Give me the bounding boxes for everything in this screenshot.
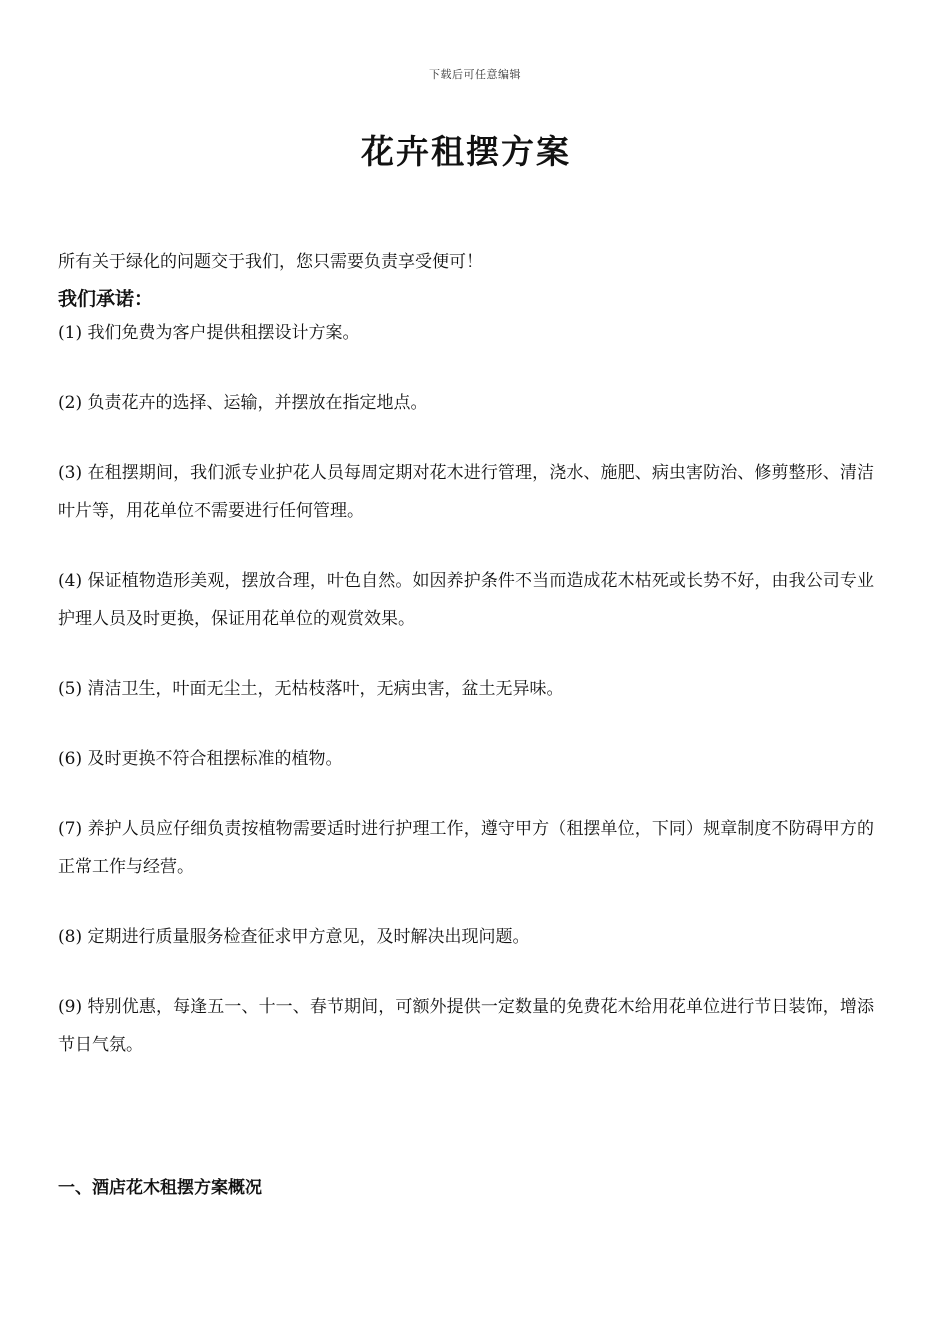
promise-list bbox=[58, 314, 874, 1096]
document-title: 花卉租摆方案 bbox=[361, 132, 571, 171]
promise-item-1: (1) 我们免费为客户提供租摆设计方案。 bbox=[58, 323, 360, 343]
header-note: 下载后可任意编辑 bbox=[429, 68, 521, 81]
section-heading: 一、酒店花木租摆方案概况 bbox=[58, 1178, 262, 1198]
promise-heading: 我们承诺： bbox=[58, 288, 154, 310]
promise-item-7: (7) 养护人员应仔细负责按植物需要适时进行护理工作，遵守甲方（租摆单位，下同）规章制度不防碍甲方的正常工作与经营。 bbox=[58, 819, 874, 877]
promise-item-3: (3) 在租摆期间，我们派专业护花人员每周定期对花木进行管理，浇水、施肥、病虫害防治、修剪整形、清洁叶片等，用花单位不需要进行任何管理。 bbox=[58, 463, 874, 521]
promise-item-8: (8) 定期进行质量服务检查征求甲方意见，及时解决出现问题。 bbox=[58, 927, 530, 947]
intro-paragraph: 所有关于绿化的问题交于我们，您只需要负责享受便可！ bbox=[58, 252, 483, 272]
promise-item-2: (2) 负责花卉的选择、运输，并摆放在指定地点。 bbox=[58, 393, 428, 413]
promise-item-4: (4) 保证植物造形美观，摆放合理，叶色自然。如因养护条件不当而造成花木枯死或长势不好，由我公司专业护理人员及时更换，保证用花单位的观赏效果。 bbox=[58, 571, 874, 629]
promise-item-6: (6) 及时更换不符合租摆标准的植物。 bbox=[58, 749, 343, 769]
promise-item-9: (9) 特别优惠，每逢五一、十一、春节期间，可额外提供一定数量的免费花木给用花单位进行节日装饰，增添节日气氛。 bbox=[58, 997, 874, 1055]
promise-item-5: (5) 清洁卫生，叶面无尘土，无枯枝落叶，无病虫害，盆土无异味。 bbox=[58, 679, 564, 699]
